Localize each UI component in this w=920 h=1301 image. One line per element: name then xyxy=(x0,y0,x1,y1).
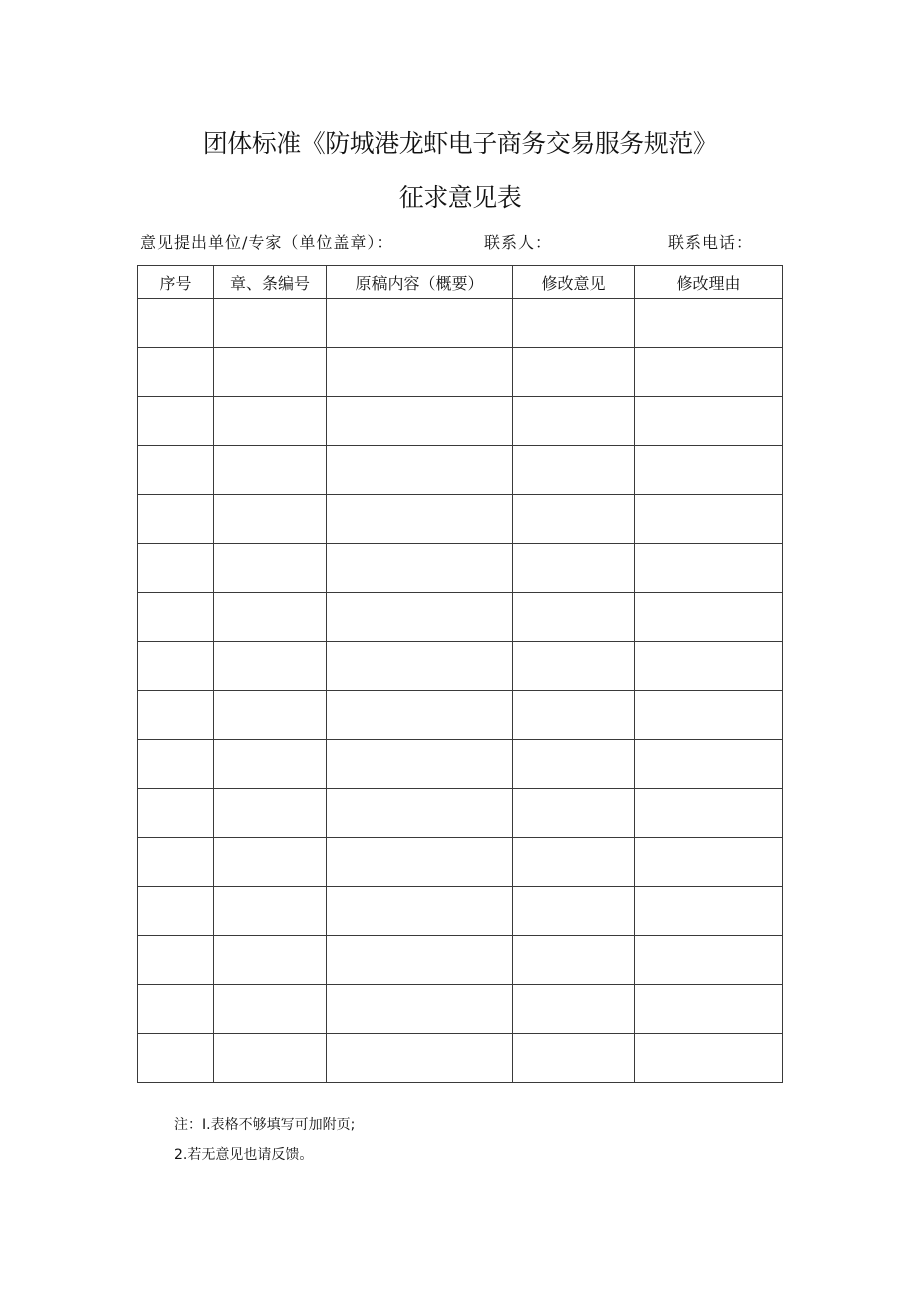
cell-revision-reason[interactable] xyxy=(635,446,783,495)
cell-index[interactable] xyxy=(138,789,214,838)
cell-revision-opinion[interactable] xyxy=(513,544,635,593)
cell-index[interactable] xyxy=(138,495,214,544)
cell-original-content[interactable] xyxy=(327,740,513,789)
table-row xyxy=(138,348,783,397)
cell-revision-opinion[interactable] xyxy=(513,593,635,642)
org-label: 意见提出单位/专家（单位盖章）： xyxy=(140,233,394,252)
cell-original-content[interactable] xyxy=(327,838,513,887)
contact-label: 联系人： xyxy=(484,233,553,252)
cell-revision-opinion[interactable] xyxy=(513,691,635,740)
cell-clause-number[interactable] xyxy=(214,446,327,495)
cell-revision-reason[interactable] xyxy=(635,544,783,593)
table-row xyxy=(138,642,783,691)
table-row xyxy=(138,299,783,348)
phone-label: 联系电话： xyxy=(668,233,754,252)
table-row xyxy=(138,397,783,446)
cell-index[interactable] xyxy=(138,348,214,397)
table-row xyxy=(138,495,783,544)
cell-index[interactable] xyxy=(138,544,214,593)
header-revision-opinion: 修改意见 xyxy=(513,266,635,299)
cell-revision-reason[interactable] xyxy=(635,299,783,348)
table-row xyxy=(138,936,783,985)
cell-revision-reason[interactable] xyxy=(635,985,783,1034)
cell-index[interactable] xyxy=(138,642,214,691)
cell-index[interactable] xyxy=(138,887,214,936)
cell-revision-opinion[interactable] xyxy=(513,838,635,887)
table-row xyxy=(138,691,783,740)
cell-original-content[interactable] xyxy=(327,691,513,740)
cell-clause-number[interactable] xyxy=(214,985,327,1034)
cell-clause-number[interactable] xyxy=(214,642,327,691)
cell-revision-opinion[interactable] xyxy=(513,446,635,495)
cell-original-content[interactable] xyxy=(327,299,513,348)
cell-revision-reason[interactable] xyxy=(635,593,783,642)
cell-clause-number[interactable] xyxy=(214,299,327,348)
cell-original-content[interactable] xyxy=(327,593,513,642)
cell-original-content[interactable] xyxy=(327,789,513,838)
header-index: 序号 xyxy=(138,266,214,299)
cell-revision-opinion[interactable] xyxy=(513,348,635,397)
table-row xyxy=(138,740,783,789)
cell-clause-number[interactable] xyxy=(214,348,327,397)
cell-index[interactable] xyxy=(138,740,214,789)
cell-revision-opinion[interactable] xyxy=(513,740,635,789)
header-clause-number: 章、条编号 xyxy=(214,266,327,299)
table-row xyxy=(138,985,783,1034)
cell-clause-number[interactable] xyxy=(214,1034,327,1083)
cell-revision-opinion[interactable] xyxy=(513,936,635,985)
cell-revision-opinion[interactable] xyxy=(513,985,635,1034)
cell-original-content[interactable] xyxy=(327,985,513,1034)
cell-revision-opinion[interactable] xyxy=(513,1034,635,1083)
table-row xyxy=(138,1034,783,1083)
cell-clause-number[interactable] xyxy=(214,691,327,740)
cell-clause-number[interactable] xyxy=(214,397,327,446)
cell-clause-number[interactable] xyxy=(214,887,327,936)
table-row xyxy=(138,593,783,642)
cell-revision-reason[interactable] xyxy=(635,397,783,446)
cell-index[interactable] xyxy=(138,1034,214,1083)
table-row xyxy=(138,446,783,495)
note-line-1: 注：I.表格不够填写可加附页; xyxy=(174,1117,356,1133)
note-line-2: 2.若无意见也请反馈。 xyxy=(174,1147,314,1163)
cell-original-content[interactable] xyxy=(327,397,513,446)
cell-revision-reason[interactable] xyxy=(635,495,783,544)
cell-original-content[interactable] xyxy=(327,446,513,495)
cell-index[interactable] xyxy=(138,985,214,1034)
cell-clause-number[interactable] xyxy=(214,936,327,985)
table-header-row xyxy=(138,266,783,299)
cell-revision-opinion[interactable] xyxy=(513,642,635,691)
cell-clause-number[interactable] xyxy=(214,544,327,593)
cell-revision-opinion[interactable] xyxy=(513,887,635,936)
cell-revision-reason[interactable] xyxy=(635,642,783,691)
cell-original-content[interactable] xyxy=(327,348,513,397)
table-row xyxy=(138,838,783,887)
cell-index[interactable] xyxy=(138,593,214,642)
cell-revision-opinion[interactable] xyxy=(513,495,635,544)
document-subtitle: 征求意见表 xyxy=(398,183,522,212)
cell-clause-number[interactable] xyxy=(214,838,327,887)
cell-original-content[interactable] xyxy=(327,642,513,691)
cell-revision-opinion[interactable] xyxy=(513,299,635,348)
cell-revision-reason[interactable] xyxy=(635,740,783,789)
cell-original-content[interactable] xyxy=(327,495,513,544)
cell-index[interactable] xyxy=(138,299,214,348)
cell-revision-reason[interactable] xyxy=(635,887,783,936)
cell-clause-number[interactable] xyxy=(214,789,327,838)
table-row xyxy=(138,544,783,593)
feedback-table xyxy=(137,265,783,1083)
cell-index[interactable] xyxy=(138,936,214,985)
table-row xyxy=(138,789,783,838)
cell-original-content[interactable] xyxy=(327,1034,513,1083)
cell-revision-reason[interactable] xyxy=(635,1034,783,1083)
cell-original-content[interactable] xyxy=(327,544,513,593)
cell-original-content[interactable] xyxy=(327,887,513,936)
header-revision-reason: 修改理由 xyxy=(635,266,783,299)
cell-original-content[interactable] xyxy=(327,936,513,985)
cell-revision-opinion[interactable] xyxy=(513,397,635,446)
table-row xyxy=(138,887,783,936)
cell-index[interactable] xyxy=(138,446,214,495)
cell-revision-reason[interactable] xyxy=(635,789,783,838)
cell-revision-reason[interactable] xyxy=(635,838,783,887)
document-title: 团体标准《防城港龙虾电子商务交易服务规范》 xyxy=(202,129,718,158)
cell-revision-reason[interactable] xyxy=(635,348,783,397)
cell-clause-number[interactable] xyxy=(214,740,327,789)
cell-revision-opinion[interactable] xyxy=(513,789,635,838)
cell-index[interactable] xyxy=(138,691,214,740)
cell-clause-number[interactable] xyxy=(214,495,327,544)
cell-index[interactable] xyxy=(138,838,214,887)
cell-index[interactable] xyxy=(138,397,214,446)
cell-clause-number[interactable] xyxy=(214,593,327,642)
cell-revision-reason[interactable] xyxy=(635,691,783,740)
header-original-content: 原稿内容（概要） xyxy=(327,266,513,299)
cell-revision-reason[interactable] xyxy=(635,936,783,985)
